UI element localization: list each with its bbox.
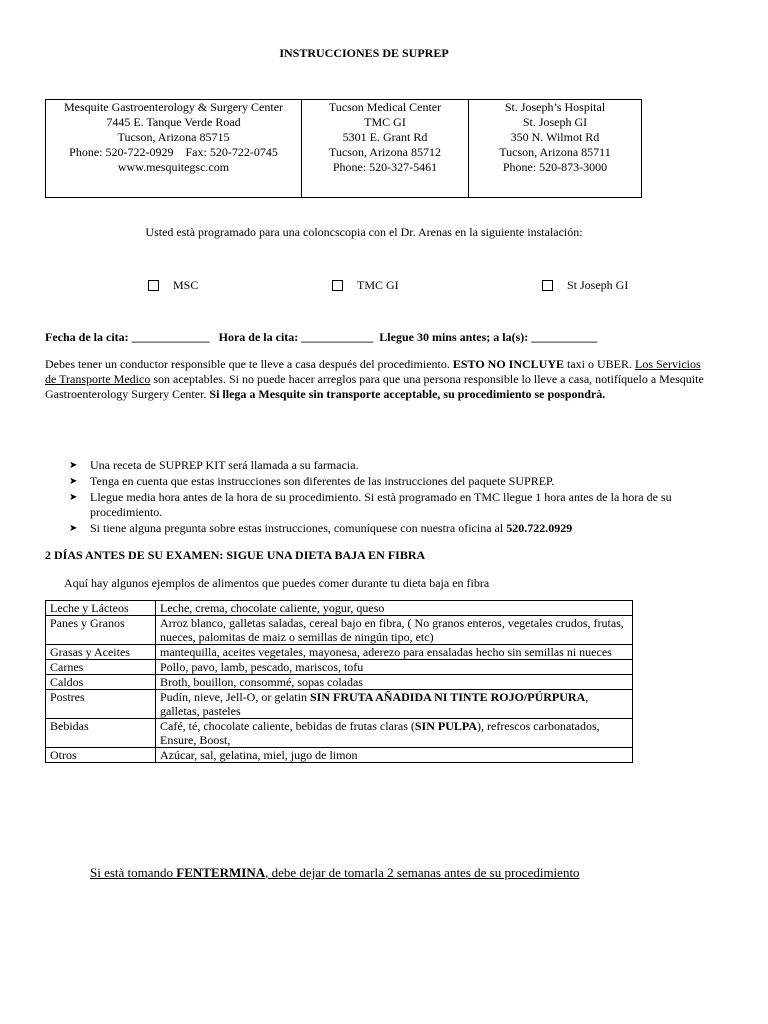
checkbox-tmc-gi[interactable]: TMC GI bbox=[332, 278, 399, 293]
list-item: ➤ Llegue media hora antes de la hora de su procedimiento. Si està programado en TMC llegue 1 hora antes de la hora de su procedimiento. bbox=[69, 490, 672, 519]
table-row: Otros Azúcar, sal, gelatina, miel, jugo de limon bbox=[46, 748, 633, 763]
table-row: Postres Pudín, nieve, Jell-O, or gelatin SIN FRUTA AÑADIDA NI TINTE ROJO/PÚRPURA, galletas, pasteles bbox=[46, 690, 633, 719]
arrow-bullet-icon: ➤ bbox=[69, 492, 78, 503]
arrow-bullet-icon: ➤ bbox=[69, 476, 78, 487]
diet-intro: Aquí hay algunos ejemplos de alimentos que puedes comer durante tu dieta baja en fibra bbox=[64, 576, 490, 590]
diet-heading: 2 DÍAS ANTES DE SU EXAMEN: SIGUE UNA DIETA BAJA EN FIBRA bbox=[45, 548, 426, 562]
list-item: ➤ Tenga en cuenta que estas instrucciones son diferentes de las instrucciones del paquete SUPREP. bbox=[69, 474, 555, 488]
food-table bbox=[45, 600, 633, 763]
table-row: Leche y Lácteos Leche, crema, chocolate caliente, yogur, queso bbox=[46, 601, 633, 616]
locations-table bbox=[45, 99, 642, 198]
table-row: Grasas y Aceites mantequilla, aceites vegetales, mayonesa, aderezo para ensaladas hecho sin semillas ni nueces bbox=[46, 645, 633, 660]
location-mesquite: Mesquite Gastroenterology & Surgery Center 7445 E. Tanque Verde Road Tucson, Arizona 85715 Phone: 520-722-0929 Fax: 520-722-0745 www.mesquitegsc.com bbox=[46, 100, 302, 198]
driver-paragraph: Debes tener un conductor responsible que te lleve a casa después del procedimiento. ESTO NO INCLUYE taxi o UBER. Los Servicios de Transporte Medico son aceptables. Si no puede hacer arreglos para que una persona responsible lo lleve a casa, notifíquelo a Mesquite Gastroenterology Surgery Center. Si llega a Mesquite sin transporte acceptable, su procedimiento se pospondrà. bbox=[45, 357, 704, 401]
table-row: Bebidas Café, té, chocolate caliente, bebidas de frutas claras (SIN PULPA), refrescos carbonatados, Ensure, Boost, bbox=[46, 719, 633, 748]
location-st-joseph: St. Joseph’s Hospital St. Joseph GI 350 N. Wilmot Rd Tucson, Arizona 85711 Phone: 520-873-3000 bbox=[469, 100, 642, 198]
checkbox-square[interactable] bbox=[332, 280, 343, 291]
schedule-text: Usted està programado para una coloncscopia con el Dr. Arenas en la siguiente instalación: bbox=[145, 225, 583, 239]
appointment-line: Fecha de la cita: _____________ Hora de la cita: ____________ Llegue 30 mins antes; a la(s): ___________ bbox=[45, 330, 598, 344]
table-row: Caldos Broth, bouillon, consommé, sopas coladas bbox=[46, 675, 633, 690]
instruction-list bbox=[45, 458, 710, 537]
list-item: ➤ Una receta de SUPREP KIT será llamada a su farmacia. bbox=[69, 458, 359, 472]
fentermina-warning: Si està tomando FENTERMINA, debe dejar de tomarla 2 semanas antes de su procedimiento bbox=[90, 865, 580, 880]
location-tmc: Tucson Medical Center TMC GI 5301 E. Grant Rd Tucson, Arizona 85712 Phone: 520-327-5461 bbox=[302, 100, 469, 198]
office-phone: 520.722.0929 bbox=[506, 521, 573, 535]
table-row: Panes y Granos Arroz blanco, galletas saladas, cereal bajo en fibra, ( No granos enteros, vegetales crudos, frutas, nueces, palomitas de maiz o semillas de ningún tipo, etc) bbox=[46, 616, 633, 645]
mesquite-website: www.mesquitegsc.com bbox=[117, 160, 230, 174]
arrow-bullet-icon: ➤ bbox=[69, 523, 78, 534]
checkbox-msc[interactable]: MSC bbox=[148, 278, 198, 293]
table-row: Carnes Pollo, pavo, lamb, pescado, mariscos, tofu bbox=[46, 660, 633, 675]
checkbox-st-joseph-gi[interactable]: St Joseph GI bbox=[542, 278, 628, 293]
checkbox-square[interactable] bbox=[542, 280, 553, 291]
arrow-bullet-icon: ➤ bbox=[69, 460, 78, 471]
document-title: INSTRUCCIONES DE SUPREP bbox=[279, 46, 449, 60]
checkbox-square[interactable] bbox=[148, 280, 159, 291]
list-item: ➤ Si tiene alguna pregunta sobre estas instrucciones, comuníquese con nuestra oficina al 520.722.0929 bbox=[69, 521, 573, 535]
